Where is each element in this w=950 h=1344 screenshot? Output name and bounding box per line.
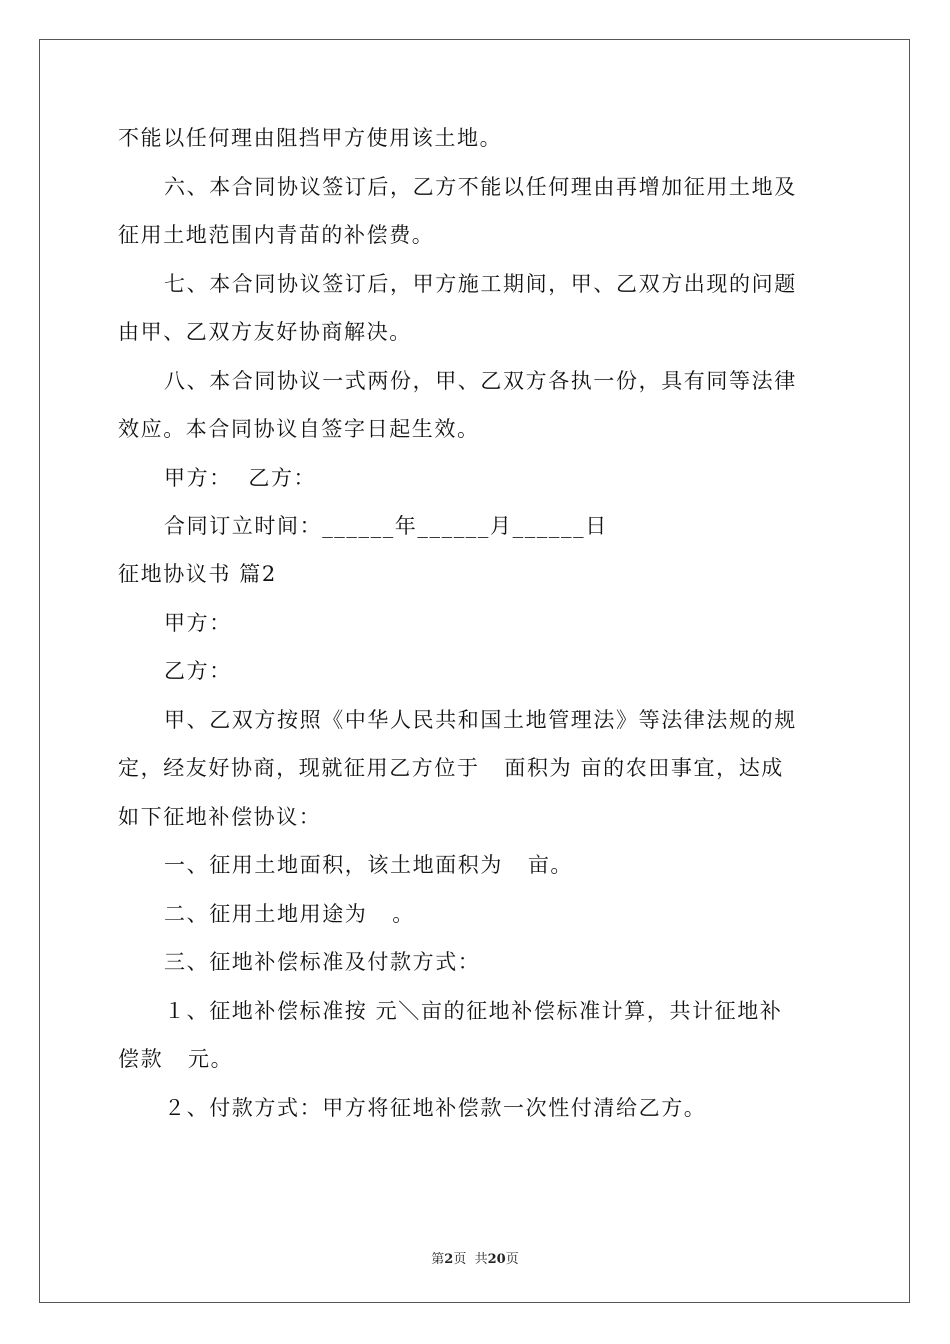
footer-prefix: 第: [431, 1252, 445, 1267]
text-line: 偿款 元。: [118, 1047, 234, 1071]
text-line: 二、征用土地用途为 。: [164, 902, 415, 926]
text-line: 效应。本合同协议自签字日起生效。: [118, 417, 480, 441]
text-line: 甲方：: [164, 611, 232, 635]
document-body: [118, 126, 838, 1120]
footer-suffix: 页: [505, 1252, 519, 1267]
page-footer: [0, 1248, 950, 1267]
text-line: １、征地补偿标准按 元＼亩的征地补偿标准计算，共计征地补: [164, 999, 783, 1023]
text-line: 不能以任何理由阻挡甲方使用该土地。: [118, 126, 503, 150]
section-heading: 征地协议书 篇2: [118, 562, 277, 586]
text-line: 乙方：: [164, 659, 232, 683]
footer-mid: 页 共: [453, 1252, 488, 1267]
text-line: 合同订立时间：______年______月______日: [164, 514, 608, 538]
text-line: 定，经友好协商，现就征用乙方位于 面积为 亩的农田事宜，达成: [118, 756, 784, 780]
text-line: 三、征地补偿标准及付款方式：: [164, 950, 481, 974]
current-page-number: 2: [444, 1252, 454, 1267]
text-line: 甲方： 乙方：: [164, 466, 317, 490]
text-line: 一、征用土地面积，该土地面积为 亩。: [164, 853, 574, 877]
text-line: 八、本合同协议一式两份，甲、乙双方各执一份，具有同等法律: [164, 369, 797, 393]
text-line: 征用土地范围内青苗的补偿费。: [118, 223, 435, 247]
text-line: 甲、乙双方按照《中华人民共和国土地管理法》等法律法规的规: [164, 708, 797, 732]
total-pages-number: 20: [487, 1252, 506, 1267]
text-line: 由甲、乙双方友好协商解决。: [118, 320, 412, 344]
text-line: ２、付款方式：甲方将征地补偿款一次性付清给乙方。: [164, 1096, 707, 1120]
text-line: 七、本合同协议签订后，甲方施工期间，甲、乙双方出现的问题: [164, 272, 797, 296]
text-line: 六、本合同协议签订后，乙方不能以任何理由再增加征用土地及: [164, 175, 797, 199]
text-line: 如下征地补偿协议：: [118, 805, 322, 829]
